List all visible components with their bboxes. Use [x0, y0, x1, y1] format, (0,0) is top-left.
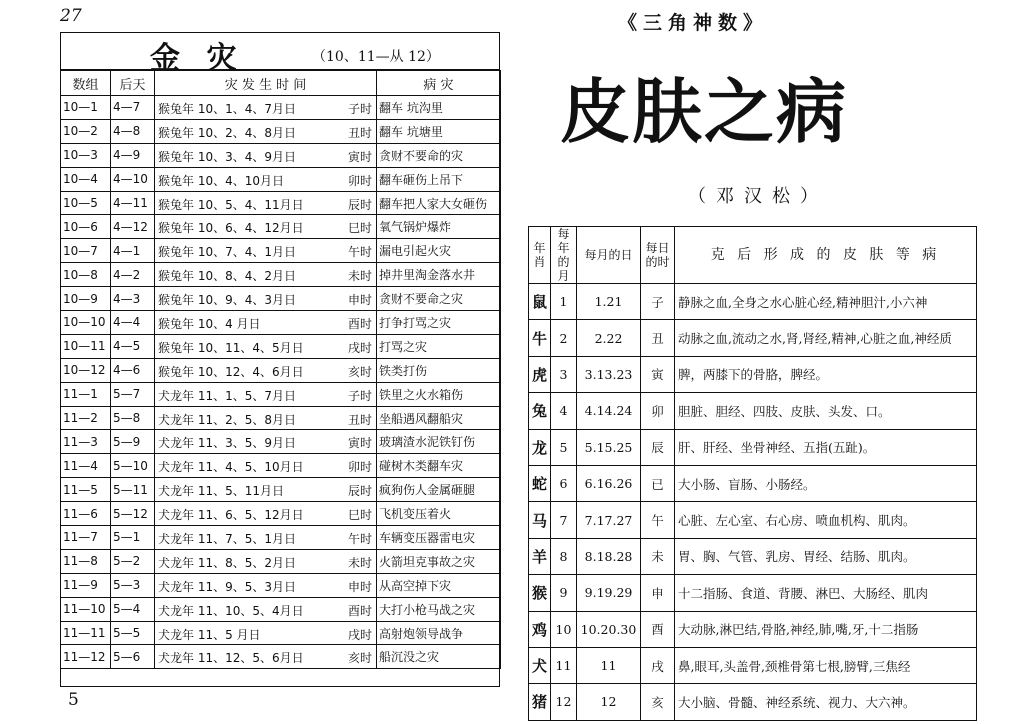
table-row: [529, 356, 977, 392]
date-text: 猴兔年 10、4 月日: [158, 317, 261, 332]
hour-cell: 亥: [641, 684, 675, 720]
table-row: [61, 573, 501, 597]
time-cell: [155, 311, 377, 335]
later-heaven-cell: 4—3: [111, 287, 155, 311]
description-cell: 大小脑、骨髓、神经系统、视力、大六神。: [675, 684, 977, 720]
group-number-cell: 11—6: [61, 502, 111, 526]
time-cell: [155, 597, 377, 621]
header-hour: 每日的时: [641, 227, 675, 284]
hour-cell: 辰: [641, 429, 675, 465]
later-heaven-cell: 4—2: [111, 263, 155, 287]
author: （邓汉松）: [688, 186, 828, 207]
header-group-number: 数组: [61, 71, 111, 96]
month-cell: 11: [551, 647, 577, 683]
description-cell: 心脏、左心室、右心房、喷血机构、肌肉。: [675, 502, 977, 538]
event-cell: 翻车 坑沟里: [377, 96, 501, 120]
table-row: [61, 191, 501, 215]
description-cell: 肝、肝经、坐骨神经、五指(五趾)。: [675, 429, 977, 465]
day-cell: 8.18.28: [577, 538, 641, 574]
description-cell: 大动脉,淋巴结,骨胳,神经,肺,嘴,牙,十二指肠: [675, 611, 977, 647]
table-row: [61, 406, 501, 430]
group-number-cell: 10—9: [61, 287, 111, 311]
header-later-heaven: 后天: [111, 71, 155, 96]
later-heaven-cell: 5—3: [111, 573, 155, 597]
group-number-cell: 11—4: [61, 454, 111, 478]
month-cell: 5: [551, 429, 577, 465]
zodiac-cell: 蛇: [529, 465, 551, 501]
later-heaven-cell: 4—4: [111, 311, 155, 335]
date-text: 猴兔年 10、1、4、7月日: [158, 102, 296, 116]
hour-cell: 戌: [641, 647, 675, 683]
group-number-cell: 10—1: [61, 96, 111, 120]
month-cell: 7: [551, 502, 577, 538]
group-number-cell: 11—10: [61, 597, 111, 621]
time-cell: [155, 119, 377, 143]
hour-cell: 寅: [641, 356, 675, 392]
table-row: [61, 478, 501, 502]
page-number-bottom: 5: [68, 690, 79, 710]
zodiac-cell: 鸡: [529, 611, 551, 647]
header-disaster-time: 灾 发 生 时 间: [155, 71, 377, 96]
zodiac-cell: 猴: [529, 575, 551, 611]
hour-text: 未时: [347, 555, 372, 570]
description-cell: 胃、胸、气管、乳房、胃经、结肠、肌肉。: [675, 538, 977, 574]
date-text: 猴兔年 10、3、4、9月日: [158, 149, 296, 164]
day-cell: 6.16.26: [577, 465, 641, 501]
header-zodiac: 年肖: [529, 227, 551, 284]
date-text: 犬龙年 11、5、11月日: [158, 484, 284, 499]
later-heaven-cell: 5—8: [111, 406, 155, 430]
table-row: [61, 143, 501, 167]
time-cell: [155, 96, 377, 120]
month-cell: 4: [551, 393, 577, 429]
time-cell: [155, 502, 377, 526]
group-number-cell: 11—11: [61, 621, 111, 645]
later-heaven-cell: 4—10: [111, 167, 155, 191]
description-cell: 胆脏、胆经、四肢、皮肤、头发、口。: [675, 393, 977, 429]
description-cell: 脾，两膝下的骨胳，脾经。: [675, 356, 977, 392]
table-row: [529, 684, 977, 720]
group-number-cell: 11—2: [61, 406, 111, 430]
table-row: [529, 320, 977, 356]
day-cell: 2.22: [577, 320, 641, 356]
table-row: [529, 575, 977, 611]
date-text: 猴兔年 10、12、4、6月日: [158, 364, 304, 379]
group-number-cell: 10—12: [61, 358, 111, 382]
time-cell: [155, 191, 377, 215]
later-heaven-cell: 5—12: [111, 502, 155, 526]
hour-text: 卯时: [347, 460, 372, 475]
later-heaven-cell: 4—11: [111, 191, 155, 215]
left-table-range: （10、11—从 12）: [312, 49, 440, 65]
date-text: 猴兔年 10、2、4、8月日: [158, 125, 296, 140]
day-cell: 7.17.27: [577, 502, 641, 538]
later-heaven-cell: 4—9: [111, 143, 155, 167]
hour-text: 寅时: [347, 436, 372, 451]
later-heaven-cell: 5—7: [111, 382, 155, 406]
event-cell: 从高空掉下灾: [377, 573, 501, 597]
event-cell: 翻车砸伤上吊下: [377, 167, 501, 191]
description-cell: 十二指肠、食道、背腰、淋巴、大肠经、肌肉: [675, 575, 977, 611]
hour-text: 午时: [347, 532, 372, 547]
table-row: [529, 465, 977, 501]
table-row: [61, 311, 501, 335]
header-illness-disaster: 病 灾: [377, 71, 501, 96]
month-cell: 3: [551, 356, 577, 392]
header-description: 克 后 形 成 的 皮 肤 等 病: [675, 227, 977, 284]
day-cell: 10.20.30: [577, 611, 641, 647]
time-cell: [155, 287, 377, 311]
group-number-cell: 10—4: [61, 167, 111, 191]
time-cell: [155, 526, 377, 550]
later-heaven-cell: 5—6: [111, 645, 155, 669]
date-text: 猴兔年 10、11、4、5月日: [158, 340, 304, 355]
group-number-cell: 11—12: [61, 645, 111, 669]
hour-text: 亥时: [347, 364, 372, 379]
day-cell: 11: [577, 647, 641, 683]
month-cell: 2: [551, 320, 577, 356]
group-number-cell: 11—3: [61, 430, 111, 454]
time-cell: [155, 573, 377, 597]
hour-text: 丑时: [347, 412, 372, 427]
day-cell: 12: [577, 684, 641, 720]
time-cell: [155, 406, 377, 430]
table-row: [61, 287, 501, 311]
time-cell: [155, 215, 377, 239]
day-cell: 3.13.23: [577, 356, 641, 392]
group-number-cell: 10—6: [61, 215, 111, 239]
hour-cell: 丑: [641, 320, 675, 356]
time-cell: [155, 167, 377, 191]
table-row: [529, 284, 977, 320]
table-row: [61, 382, 501, 406]
hour-text: 巳时: [347, 508, 372, 523]
hour-cell: 午: [641, 502, 675, 538]
table-row: [61, 263, 501, 287]
later-heaven-cell: 4—8: [111, 119, 155, 143]
hour-text: 亥时: [347, 651, 372, 666]
table-row: [61, 119, 501, 143]
date-text: 犬龙年 11、5 月日: [158, 627, 261, 642]
table-row: [61, 358, 501, 382]
hour-text: 辰时: [347, 484, 372, 499]
description-cell: 鼻,眼耳,头盖骨,颈椎骨第七根,膀臂,三焦经: [675, 647, 977, 683]
day-cell: 5.15.25: [577, 429, 641, 465]
time-cell: [155, 239, 377, 263]
hour-cell: 酉: [641, 611, 675, 647]
time-cell: [155, 382, 377, 406]
event-cell: 飞机变压着火: [377, 502, 501, 526]
event-cell: 翻车 坑塘里: [377, 119, 501, 143]
hour-cell: 未: [641, 538, 675, 574]
date-text: 犬龙年 11、6、5、12月日: [158, 508, 304, 523]
hour-text: 午时: [347, 245, 372, 260]
group-number-cell: 10—11: [61, 334, 111, 358]
event-cell: 打骂之灾: [377, 334, 501, 358]
event-cell: 玻璃渣水泥铁钉伤: [377, 430, 501, 454]
table-row: [61, 502, 501, 526]
table-row: [529, 429, 977, 465]
later-heaven-cell: 4—6: [111, 358, 155, 382]
group-number-cell: 10—7: [61, 239, 111, 263]
zodiac-cell: 羊: [529, 538, 551, 574]
day-cell: 1.21: [577, 284, 641, 320]
group-number-cell: 11—1: [61, 382, 111, 406]
zodiac-cell: 犬: [529, 647, 551, 683]
table-row: [61, 526, 501, 550]
hour-text: 申时: [347, 293, 372, 308]
month-cell: 8: [551, 538, 577, 574]
event-cell: 坐船遇风翻船灾: [377, 406, 501, 430]
event-cell: 碰树木类翻车灾: [377, 454, 501, 478]
month-cell: 10: [551, 611, 577, 647]
time-cell: [155, 454, 377, 478]
later-heaven-cell: 4—1: [111, 239, 155, 263]
hour-text: 卯时: [347, 173, 372, 188]
event-cell: 打争打骂之灾: [377, 311, 501, 335]
table-row: [61, 167, 501, 191]
skin-disease-table: [528, 226, 977, 721]
hour-text: 寅时: [347, 149, 372, 164]
hour-cell: 子: [641, 284, 675, 320]
later-heaven-cell: 5—9: [111, 430, 155, 454]
hour-cell: 申: [641, 575, 675, 611]
event-cell: 车辆变压器雷电灾: [377, 526, 501, 550]
group-number-cell: 10—10: [61, 311, 111, 335]
table-row: [61, 621, 501, 645]
time-cell: [155, 358, 377, 382]
date-text: 犬龙年 11、4、5、10月日: [158, 460, 304, 475]
hour-text: 未时: [347, 269, 372, 284]
header-day: 每月的日: [577, 227, 641, 284]
hour-cell: 卯: [641, 393, 675, 429]
month-cell: 6: [551, 465, 577, 501]
date-text: 犬龙年 11、7、5、1月日: [158, 532, 296, 547]
table-row: [61, 334, 501, 358]
event-cell: 翻车把人家大女砸伤: [377, 191, 501, 215]
zodiac-cell: 兔: [529, 393, 551, 429]
date-text: 犬龙年 11、9、5、3月日: [158, 579, 296, 594]
day-cell: 9.19.29: [577, 575, 641, 611]
later-heaven-cell: 5—11: [111, 478, 155, 502]
left-table-title: 金 灾: [150, 41, 245, 76]
hour-text: 子时: [347, 388, 372, 403]
later-heaven-cell: 5—1: [111, 526, 155, 550]
article-title: 皮肤之病: [560, 71, 848, 153]
event-cell: 掉井里淘金落水井: [377, 263, 501, 287]
table-row: [529, 538, 977, 574]
table-header-row: [61, 71, 501, 96]
hour-text: 巳时: [347, 221, 372, 236]
hour-text: 子时: [347, 102, 372, 116]
table-row: [529, 611, 977, 647]
disaster-time-table: [60, 70, 501, 669]
zodiac-cell: 猪: [529, 684, 551, 720]
later-heaven-cell: 5—4: [111, 597, 155, 621]
date-text: 猴兔年 10、6、4、12月日: [158, 221, 304, 236]
zodiac-cell: 龙: [529, 429, 551, 465]
hour-text: 戌时: [347, 627, 372, 642]
hour-text: 戌时: [347, 340, 372, 355]
time-cell: [155, 143, 377, 167]
date-text: 猴兔年 10、5、4、11月日: [158, 197, 304, 212]
zodiac-cell: 牛: [529, 320, 551, 356]
month-cell: 12: [551, 684, 577, 720]
group-number-cell: 10—5: [61, 191, 111, 215]
event-cell: 铁里之火水箱伤: [377, 382, 501, 406]
date-text: 猴兔年 10、9、4、3月日: [158, 293, 296, 308]
table-row: [61, 597, 501, 621]
event-cell: 高射炮领导战争: [377, 621, 501, 645]
event-cell: 氧气锅炉爆炸: [377, 215, 501, 239]
date-text: 猴兔年 10、4、10月日: [158, 173, 284, 188]
date-text: 犬龙年 11、12、5、6月日: [158, 651, 304, 666]
table-row: [529, 502, 977, 538]
table-header-row: [529, 227, 977, 284]
date-text: 犬龙年 11、3、5、9月日: [158, 436, 296, 451]
event-cell: 船沉没之灾: [377, 645, 501, 669]
date-text: 犬龙年 11、10、5、4月日: [158, 603, 304, 618]
later-heaven-cell: 4—5: [111, 334, 155, 358]
event-cell: 贪财不要命的灾: [377, 143, 501, 167]
table-row: [61, 96, 501, 120]
day-cell: 4.14.24: [577, 393, 641, 429]
hour-text: 申时: [347, 579, 372, 594]
event-cell: 贪财不要命之灾: [377, 287, 501, 311]
time-cell: [155, 478, 377, 502]
event-cell: 铁类打伤: [377, 358, 501, 382]
event-cell: 大打小枪马战之灾: [377, 597, 501, 621]
time-cell: [155, 263, 377, 287]
table-row: [61, 430, 501, 454]
time-cell: [155, 621, 377, 645]
description-cell: 动脉之血,流动之水,肾,肾经,精神,心脏之血,神经质: [675, 320, 977, 356]
description-cell: 大小肠、盲肠、小肠经。: [675, 465, 977, 501]
group-number-cell: 11—8: [61, 549, 111, 573]
month-cell: 9: [551, 575, 577, 611]
group-number-cell: 11—5: [61, 478, 111, 502]
hour-text: 辰时: [347, 197, 372, 212]
header-month: 每年的月: [551, 227, 577, 284]
hour-text: 酉时: [347, 317, 372, 332]
later-heaven-cell: 5—10: [111, 454, 155, 478]
table-row: [61, 645, 501, 669]
table-row: [529, 393, 977, 429]
book-title: 《三角神数》: [618, 12, 769, 34]
group-number-cell: 11—9: [61, 573, 111, 597]
group-number-cell: 11—7: [61, 526, 111, 550]
time-cell: [155, 645, 377, 669]
group-number-cell: 10—2: [61, 119, 111, 143]
table-row: [61, 549, 501, 573]
table-row: [61, 454, 501, 478]
table-row: [61, 215, 501, 239]
hour-text: 酉时: [347, 603, 372, 618]
event-cell: 漏电引起火灾: [377, 239, 501, 263]
date-text: 犬龙年 11、1、5、7月日: [158, 388, 296, 403]
later-heaven-cell: 4—12: [111, 215, 155, 239]
month-cell: 1: [551, 284, 577, 320]
zodiac-cell: 鼠: [529, 284, 551, 320]
hour-cell: 已: [641, 465, 675, 501]
zodiac-cell: 虎: [529, 356, 551, 392]
later-heaven-cell: 4—7: [111, 96, 155, 120]
time-cell: [155, 549, 377, 573]
time-cell: [155, 430, 377, 454]
date-text: 犬龙年 11、2、5、8月日: [158, 412, 296, 427]
zodiac-cell: 马: [529, 502, 551, 538]
date-text: 犬龙年 11、8、5、2月日: [158, 555, 296, 570]
date-text: 猴兔年 10、8、4、2月日: [158, 269, 296, 284]
description-cell: 静脉之血,全身之水心脏心经,精神胆汁,小六神: [675, 284, 977, 320]
later-heaven-cell: 5—2: [111, 549, 155, 573]
group-number-cell: 10—3: [61, 143, 111, 167]
table-row: [61, 239, 501, 263]
time-cell: [155, 334, 377, 358]
table-row: [529, 647, 977, 683]
event-cell: 火箭坦克事故之灾: [377, 549, 501, 573]
hour-text: 丑时: [347, 125, 372, 140]
group-number-cell: 10—8: [61, 263, 111, 287]
later-heaven-cell: 5—5: [111, 621, 155, 645]
page-number-top: 27: [60, 6, 82, 26]
date-text: 猴兔年 10、7、4、1月日: [158, 245, 296, 260]
event-cell: 疯狗伤人金属砸腿: [377, 478, 501, 502]
